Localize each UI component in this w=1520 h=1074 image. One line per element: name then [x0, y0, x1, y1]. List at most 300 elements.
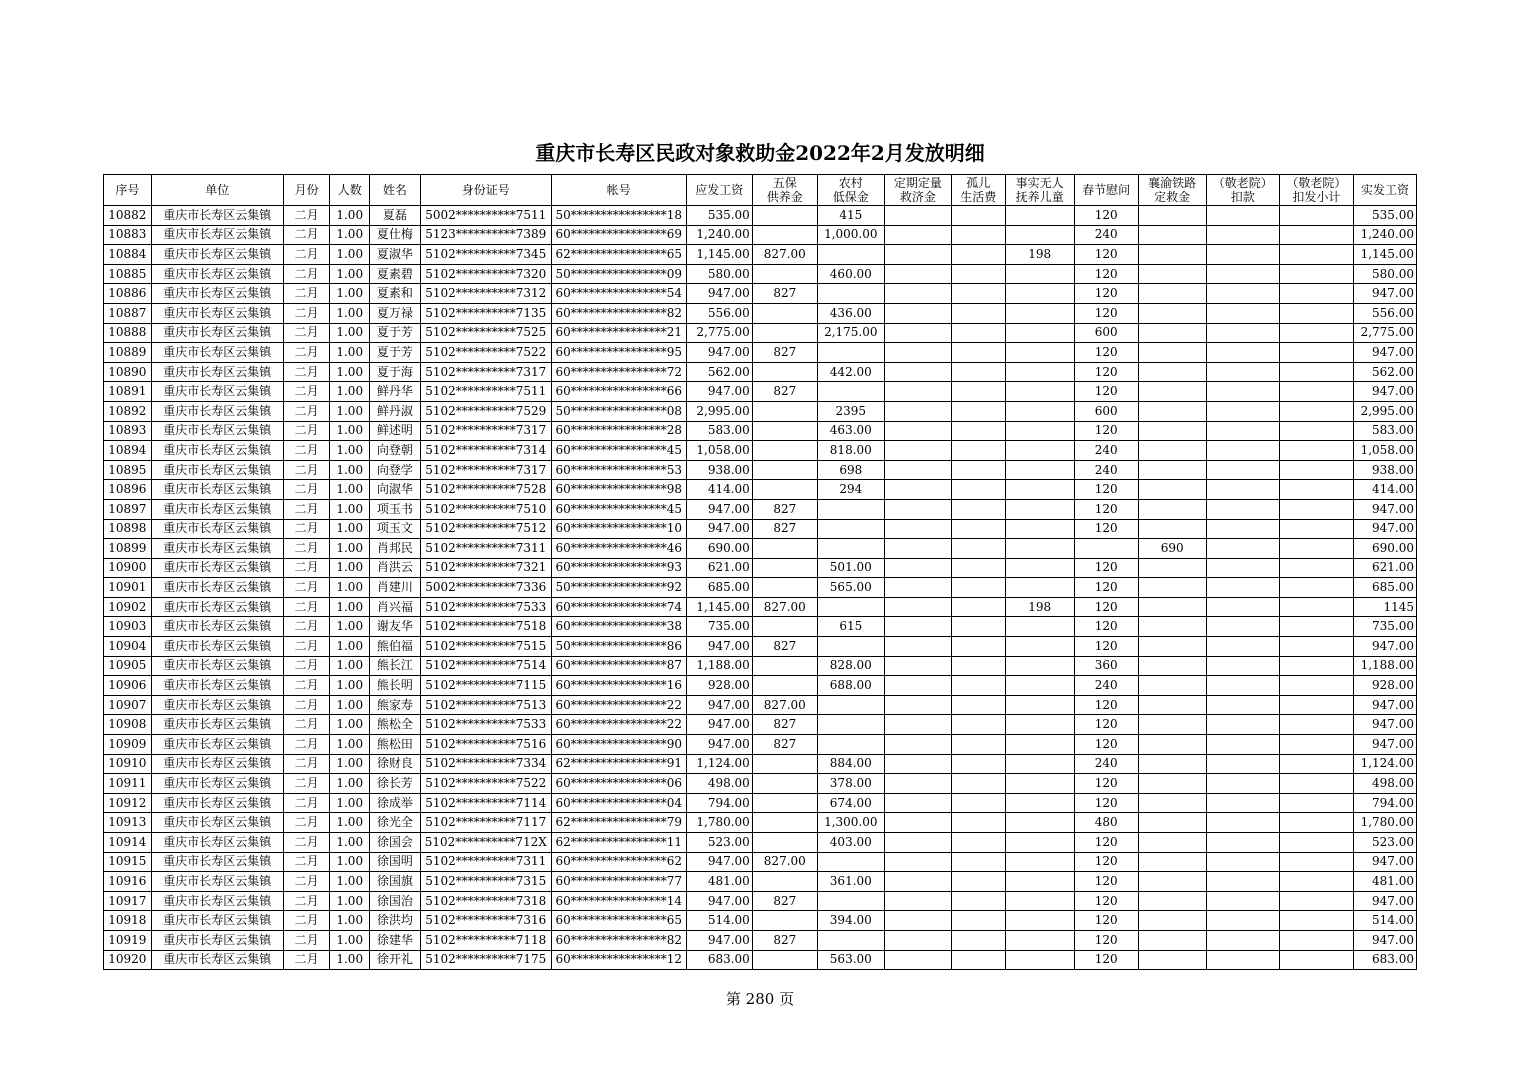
table-cell [884, 617, 951, 637]
table-cell: 938.00 [686, 460, 752, 480]
table-cell: 二月 [283, 676, 330, 696]
table-cell [884, 382, 951, 402]
table-cell [1005, 930, 1074, 950]
table-cell: 1.00 [330, 911, 370, 931]
table-cell: 1.00 [330, 558, 370, 578]
table-cell: 120 [1074, 774, 1138, 794]
table-cell: 827.00 [752, 597, 817, 617]
table-cell: 690.00 [686, 539, 752, 559]
table-cell [817, 382, 884, 402]
table-cell: 徐开礼 [370, 950, 421, 970]
table-cell: 1.00 [330, 303, 370, 323]
table-row [104, 206, 1417, 226]
table-row [104, 323, 1417, 343]
table-cell: 685.00 [686, 578, 752, 598]
table-cell [884, 930, 951, 950]
table-cell [1138, 441, 1206, 461]
table-cell: 夏淑华 [370, 245, 421, 265]
table-cell: 938.00 [1353, 460, 1416, 480]
table-cell: 62****************11 [551, 833, 686, 853]
table-cell: 重庆市长寿区云集镇 [151, 813, 283, 833]
table-cell: 2,995.00 [1353, 401, 1416, 421]
table-cell [1279, 225, 1353, 245]
table-cell: 二月 [283, 382, 330, 402]
table-cell: 10894 [104, 441, 152, 461]
table-cell: 重庆市长寿区云集镇 [151, 480, 283, 500]
table-cell [1206, 206, 1279, 226]
table-cell [1138, 303, 1206, 323]
table-header-row [104, 175, 1417, 206]
table-cell: 947.00 [1353, 382, 1416, 402]
table-cell: 重庆市长寿区云集镇 [151, 323, 283, 343]
table-cell: 1.00 [330, 676, 370, 696]
table-cell: 重庆市长寿区云集镇 [151, 852, 283, 872]
table-cell [951, 343, 1005, 363]
table-cell [1206, 656, 1279, 676]
table-row [104, 499, 1417, 519]
table-cell [1005, 323, 1074, 343]
table-cell: 120 [1074, 206, 1138, 226]
table-cell [752, 754, 817, 774]
table-cell: 项玉文 [370, 519, 421, 539]
table-cell: 947.00 [1353, 891, 1416, 911]
table-cell [884, 656, 951, 676]
table-cell: 重庆市长寿区云集镇 [151, 284, 283, 304]
table-cell: 夏于海 [370, 362, 421, 382]
table-cell: 60****************45 [551, 441, 686, 461]
table-cell [1279, 872, 1353, 892]
table-cell [951, 793, 1005, 813]
table-cell [1206, 637, 1279, 657]
table-cell: 463.00 [817, 421, 884, 441]
table-cell: 481.00 [1353, 872, 1416, 892]
table-cell: 5102**********7311 [420, 852, 551, 872]
table-cell: 5102**********7321 [420, 558, 551, 578]
table-cell: 947.00 [686, 852, 752, 872]
table-cell: 5102**********712X [420, 833, 551, 853]
table-cell [884, 715, 951, 735]
table-cell [884, 245, 951, 265]
table-row [104, 539, 1417, 559]
table-cell: 120 [1074, 284, 1138, 304]
table-cell [1279, 441, 1353, 461]
table-cell [1279, 891, 1353, 911]
table-cell [1138, 656, 1206, 676]
relief-fund-table [103, 174, 1417, 970]
table-cell: 10901 [104, 578, 152, 598]
table-cell: 重庆市长寿区云集镇 [151, 264, 283, 284]
table-cell: 10885 [104, 264, 152, 284]
table-cell: 60****************72 [551, 362, 686, 382]
table-cell [1138, 519, 1206, 539]
table-cell: 198 [1005, 597, 1074, 617]
table-cell [884, 480, 951, 500]
table-cell: 120 [1074, 480, 1138, 500]
table-cell: 5102**********7513 [420, 695, 551, 715]
table-cell: 827 [752, 930, 817, 950]
table-cell: 5102**********7316 [420, 911, 551, 931]
column-header: 事实无人 抚养儿童 [1005, 175, 1074, 206]
table-cell: 947.00 [686, 519, 752, 539]
table-cell: 1.00 [330, 793, 370, 813]
table-cell: 5102**********7529 [420, 401, 551, 421]
column-header: 定期定量 救济金 [884, 175, 951, 206]
table-cell [752, 539, 817, 559]
table-cell [884, 401, 951, 421]
table-cell: 10916 [104, 872, 152, 892]
table-cell: 二月 [283, 401, 330, 421]
table-cell: 二月 [283, 950, 330, 970]
table-cell: 1,124.00 [1353, 754, 1416, 774]
table-cell: 二月 [283, 637, 330, 657]
table-cell [1279, 774, 1353, 794]
table-cell [884, 362, 951, 382]
table-cell: 1,240.00 [686, 225, 752, 245]
table-cell: 鲜丹华 [370, 382, 421, 402]
table-cell: 徐国明 [370, 852, 421, 872]
table-cell [1279, 735, 1353, 755]
table-cell: 60****************22 [551, 715, 686, 735]
table-cell: 60****************77 [551, 872, 686, 892]
table-cell [1279, 637, 1353, 657]
table-cell: 1.00 [330, 323, 370, 343]
table-cell [1138, 558, 1206, 578]
table-cell [817, 637, 884, 657]
table-cell [1279, 284, 1353, 304]
table-cell [1279, 950, 1353, 970]
table-cell [951, 499, 1005, 519]
table-cell [1138, 362, 1206, 382]
table-cell: 535.00 [686, 206, 752, 226]
table-cell [951, 617, 1005, 637]
table-cell: 414.00 [686, 480, 752, 500]
table-cell: 60****************98 [551, 480, 686, 500]
table-cell [1279, 656, 1353, 676]
table-cell [817, 499, 884, 519]
table-cell: 10883 [104, 225, 152, 245]
table-cell: 重庆市长寿区云集镇 [151, 656, 283, 676]
table-cell: 60****************65 [551, 911, 686, 931]
table-cell: 120 [1074, 558, 1138, 578]
table-cell [1206, 793, 1279, 813]
table-cell [1138, 245, 1206, 265]
table-cell: 828.00 [817, 656, 884, 676]
table-cell: 1.00 [330, 754, 370, 774]
table-cell: 夏万禄 [370, 303, 421, 323]
table-cell [1005, 617, 1074, 637]
table-cell [884, 872, 951, 892]
table-cell [752, 774, 817, 794]
table-cell: 1.00 [330, 950, 370, 970]
table-cell: 1.00 [330, 891, 370, 911]
table-cell [752, 460, 817, 480]
table-cell [752, 323, 817, 343]
table-cell: 1,780.00 [1353, 813, 1416, 833]
table-cell: 10902 [104, 597, 152, 617]
table-cell [884, 911, 951, 931]
table-cell: 698 [817, 460, 884, 480]
table-cell: 120 [1074, 617, 1138, 637]
table-cell: 947.00 [686, 499, 752, 519]
column-header: 人数 [330, 175, 370, 206]
table-cell: 60****************53 [551, 460, 686, 480]
table-cell [951, 597, 1005, 617]
table-cell: 1.00 [330, 539, 370, 559]
table-cell: 50****************92 [551, 578, 686, 598]
table-cell: 947.00 [1353, 343, 1416, 363]
table-cell [752, 421, 817, 441]
column-header: 身份证号 [420, 175, 551, 206]
table-cell: 827.00 [752, 695, 817, 715]
table-cell [752, 441, 817, 461]
table-cell: 1,145.00 [1353, 245, 1416, 265]
table-cell [884, 284, 951, 304]
table-cell: 10910 [104, 754, 152, 774]
table-cell [1005, 225, 1074, 245]
table-cell: 947.00 [686, 715, 752, 735]
table-cell [1005, 715, 1074, 735]
table-cell [752, 813, 817, 833]
table-cell [1138, 891, 1206, 911]
table-cell: 60****************06 [551, 774, 686, 794]
table-cell [1279, 695, 1353, 715]
table-cell: 重庆市长寿区云集镇 [151, 441, 283, 461]
table-cell [752, 264, 817, 284]
table-cell: 重庆市长寿区云集镇 [151, 930, 283, 950]
column-header: 春节慰问 [1074, 175, 1138, 206]
table-cell [1206, 695, 1279, 715]
table-cell [951, 264, 1005, 284]
table-cell: 947.00 [686, 343, 752, 363]
table-cell: 10903 [104, 617, 152, 637]
table-cell [1206, 911, 1279, 931]
table-cell: 436.00 [817, 303, 884, 323]
table-cell: 735.00 [1353, 617, 1416, 637]
table-cell [951, 578, 1005, 598]
table-cell: 重庆市长寿区云集镇 [151, 872, 283, 892]
table-cell [1206, 578, 1279, 598]
table-cell: 10920 [104, 950, 152, 970]
table-cell: 583.00 [686, 421, 752, 441]
table-cell: 60****************46 [551, 539, 686, 559]
table-cell: 827 [752, 891, 817, 911]
table-cell [1206, 382, 1279, 402]
table-cell [1005, 362, 1074, 382]
table-cell: 二月 [283, 872, 330, 892]
table-cell [1279, 930, 1353, 950]
table-cell: 二月 [283, 539, 330, 559]
table-cell [1005, 872, 1074, 892]
table-cell: 10915 [104, 852, 152, 872]
table-cell [1206, 754, 1279, 774]
table-cell: 徐成举 [370, 793, 421, 813]
table-cell: 1.00 [330, 264, 370, 284]
table-cell [951, 774, 1005, 794]
table-cell: 1.00 [330, 401, 370, 421]
table-cell: 1,145.00 [686, 245, 752, 265]
table-cell [1206, 519, 1279, 539]
table-cell: 120 [1074, 872, 1138, 892]
table-cell: 向登学 [370, 460, 421, 480]
table-cell [1206, 715, 1279, 735]
table-cell [752, 950, 817, 970]
table-cell [884, 460, 951, 480]
table-cell: 夏于芳 [370, 323, 421, 343]
table-cell [752, 578, 817, 598]
table-cell: 二月 [283, 225, 330, 245]
table-cell [1279, 911, 1353, 931]
table-cell: 394.00 [817, 911, 884, 931]
table-cell: 794.00 [1353, 793, 1416, 813]
table-cell: 重庆市长寿区云集镇 [151, 460, 283, 480]
table-cell: 二月 [283, 793, 330, 813]
table-row [104, 891, 1417, 911]
table-cell: 683.00 [686, 950, 752, 970]
table-cell: 240 [1074, 225, 1138, 245]
table-cell [884, 499, 951, 519]
table-cell: 5102**********7114 [420, 793, 551, 813]
table-cell: 5102**********7312 [420, 284, 551, 304]
table-cell: 重庆市长寿区云集镇 [151, 793, 283, 813]
table-cell [1138, 401, 1206, 421]
table-cell [752, 911, 817, 931]
table-cell: 二月 [283, 362, 330, 382]
table-cell [1138, 578, 1206, 598]
table-cell: 5102**********7514 [420, 656, 551, 676]
table-cell: 5102**********7318 [420, 891, 551, 911]
table-cell: 10889 [104, 343, 152, 363]
table-cell [1279, 421, 1353, 441]
table-cell: 10908 [104, 715, 152, 735]
table-cell: 1.00 [330, 637, 370, 657]
table-row [104, 578, 1417, 598]
table-cell [884, 225, 951, 245]
table-cell [752, 401, 817, 421]
table-cell [1138, 460, 1206, 480]
table-cell: 947.00 [1353, 637, 1416, 657]
table-cell: 60****************93 [551, 558, 686, 578]
table-cell: 二月 [283, 911, 330, 931]
table-cell [1138, 833, 1206, 853]
table-body [104, 206, 1417, 970]
table-cell [1074, 539, 1138, 559]
table-cell [951, 676, 1005, 696]
table-cell: 二月 [283, 774, 330, 794]
table-cell [1138, 695, 1206, 715]
table-cell [1206, 441, 1279, 461]
table-cell [884, 519, 951, 539]
table-cell: 60****************95 [551, 343, 686, 363]
table-cell [951, 382, 1005, 402]
table-cell [951, 852, 1005, 872]
table-cell: 二月 [283, 852, 330, 872]
table-cell [817, 695, 884, 715]
table-row [104, 303, 1417, 323]
table-cell [1138, 382, 1206, 402]
table-cell: 827.00 [752, 245, 817, 265]
table-cell: 重庆市长寿区云集镇 [151, 911, 283, 931]
table-cell: 重庆市长寿区云集镇 [151, 891, 283, 911]
table-cell: 1.00 [330, 284, 370, 304]
table-cell: 62****************91 [551, 754, 686, 774]
table-cell: 5102**********7533 [420, 597, 551, 617]
table-cell [1206, 499, 1279, 519]
table-cell: 794.00 [686, 793, 752, 813]
table-cell: 夏素和 [370, 284, 421, 304]
table-cell: 294 [817, 480, 884, 500]
table-cell [951, 872, 1005, 892]
table-cell: 120 [1074, 343, 1138, 363]
table-cell: 二月 [283, 617, 330, 637]
table-cell [752, 206, 817, 226]
table-cell: 重庆市长寿区云集镇 [151, 343, 283, 363]
table-cell [884, 852, 951, 872]
table-cell [951, 735, 1005, 755]
table-cell: 5102**********7525 [420, 323, 551, 343]
table-cell: 10906 [104, 676, 152, 696]
column-header: 姓名 [370, 175, 421, 206]
table-cell [1279, 499, 1353, 519]
table-cell [1279, 558, 1353, 578]
table-cell: 1,145.00 [686, 597, 752, 617]
column-header: 农村 低保金 [817, 175, 884, 206]
table-cell [1279, 303, 1353, 323]
table-cell [1138, 284, 1206, 304]
table-cell: 60****************04 [551, 793, 686, 813]
table-cell: 827.00 [752, 852, 817, 872]
column-header: （敬老院） 扣款 [1206, 175, 1279, 206]
table-cell [1206, 676, 1279, 696]
table-cell: 947.00 [686, 284, 752, 304]
table-cell [817, 852, 884, 872]
table-cell [951, 656, 1005, 676]
table-cell: 480 [1074, 813, 1138, 833]
table-cell: 熊家寿 [370, 695, 421, 715]
table-cell: 120 [1074, 637, 1138, 657]
table-cell: 1.00 [330, 480, 370, 500]
table-row [104, 735, 1417, 755]
table-cell [1138, 676, 1206, 696]
table-cell: 重庆市长寿区云集镇 [151, 362, 283, 382]
table-cell: 向登朝 [370, 441, 421, 461]
table-cell [1279, 852, 1353, 872]
table-row [104, 382, 1417, 402]
table-cell [1005, 852, 1074, 872]
table-cell [951, 833, 1005, 853]
table-cell: 10912 [104, 793, 152, 813]
table-cell: 240 [1074, 676, 1138, 696]
table-cell: 熊长明 [370, 676, 421, 696]
table-row [104, 930, 1417, 950]
table-cell [1279, 519, 1353, 539]
table-cell: 重庆市长寿区云集镇 [151, 578, 283, 598]
column-header: 应发工资 [686, 175, 752, 206]
table-cell [1138, 421, 1206, 441]
table-cell [1138, 930, 1206, 950]
table-cell [1279, 813, 1353, 833]
table-cell [817, 891, 884, 911]
table-cell [1005, 676, 1074, 696]
table-cell: 563.00 [817, 950, 884, 970]
table-cell: 重庆市长寿区云集镇 [151, 597, 283, 617]
table-cell [1206, 401, 1279, 421]
table-cell: 重庆市长寿区云集镇 [151, 499, 283, 519]
table-cell: 120 [1074, 303, 1138, 323]
table-cell: 120 [1074, 264, 1138, 284]
table-cell [884, 793, 951, 813]
table-cell [951, 950, 1005, 970]
table-cell: 674.00 [817, 793, 884, 813]
